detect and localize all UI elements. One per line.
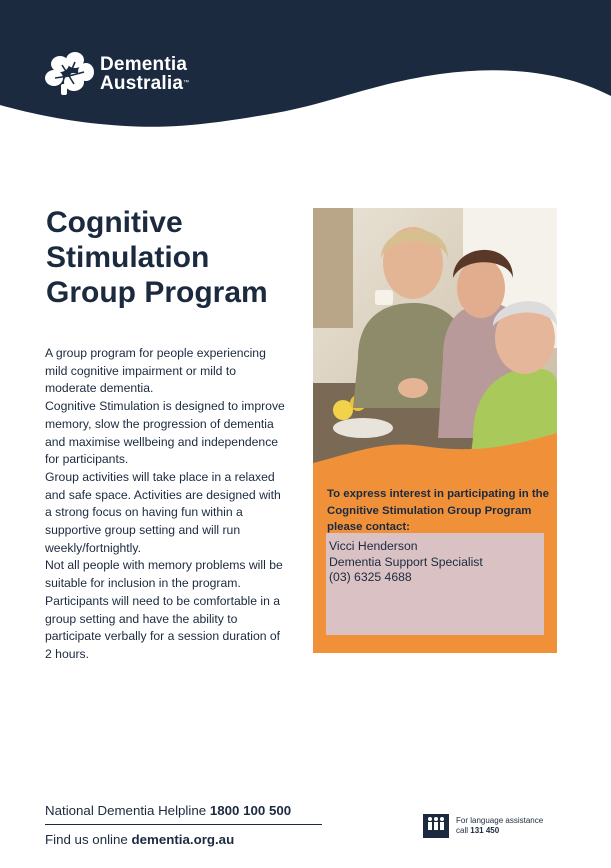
page-title — [46, 205, 296, 310]
description-paragraph-3: Group activities will take place in a relaxed and safe space. Activities are designed with a strong focus on having fun within a supportive group setting and will run weekly/fortnightly. — [45, 469, 281, 555]
contact-phone[interactable]: (03) 6325 4688 — [329, 570, 412, 584]
language-call-prefix: call — [456, 826, 469, 835]
description-paragraph-2: Cognitive Stimulation is designed to improve memory, slow the progression of dementia and maximise wellbeing and independence for participants. — [45, 399, 285, 467]
interpreter-icon — [423, 814, 449, 838]
logo-line-2 — [100, 74, 189, 93]
trademark: ™ — [183, 80, 190, 86]
title-line-2: Stimulation — [46, 241, 210, 274]
contact-panel — [313, 208, 557, 653]
brain-flower-icon — [44, 50, 94, 98]
language-assistance — [456, 816, 543, 836]
language-line-2 — [456, 826, 543, 836]
title-line-1: Cognitive — [46, 206, 183, 239]
contact-name: Vicci Henderson — [329, 539, 418, 553]
contact-heading: To express interest in participating in the Cognitive Stimulation Group Program please contact: — [327, 488, 549, 533]
contact-details-box — [326, 533, 544, 635]
description-paragraph-4: Not all people with memory problems will be suitable for inclusion in the program. Participants will need to be comfortable in a group setting and have the ability to participate verbally for a session duration of 2 hours. — [45, 558, 283, 661]
logo-line-2-text: Australia — [100, 73, 184, 94]
online-label: Find us online — [45, 832, 128, 847]
footer — [45, 803, 322, 847]
website-link[interactable]: dementia.org.au — [131, 832, 235, 847]
dementia-australia-logo[interactable] — [44, 50, 189, 98]
language-number[interactable]: 131 450 — [470, 826, 500, 835]
program-description — [45, 345, 290, 664]
helpline — [45, 803, 322, 825]
logo-line-1: Dementia — [100, 54, 188, 75]
title-line-3: Group Program — [46, 276, 268, 309]
description-paragraph-1: A group program for people experiencing mild cognitive impairment or mild to moderate dementia. — [45, 346, 266, 396]
helpline-number[interactable]: 1800 100 500 — [209, 803, 292, 818]
logo-wordmark — [100, 55, 189, 93]
find-us-online — [45, 832, 322, 847]
contact-role: Dementia Support Specialist — [329, 554, 483, 569]
language-line-1: For language assistance — [456, 816, 544, 825]
helpline-label: National Dementia Helpline — [45, 803, 207, 818]
interpreter-service — [423, 814, 543, 838]
interpreter-figures-icon — [423, 814, 449, 838]
